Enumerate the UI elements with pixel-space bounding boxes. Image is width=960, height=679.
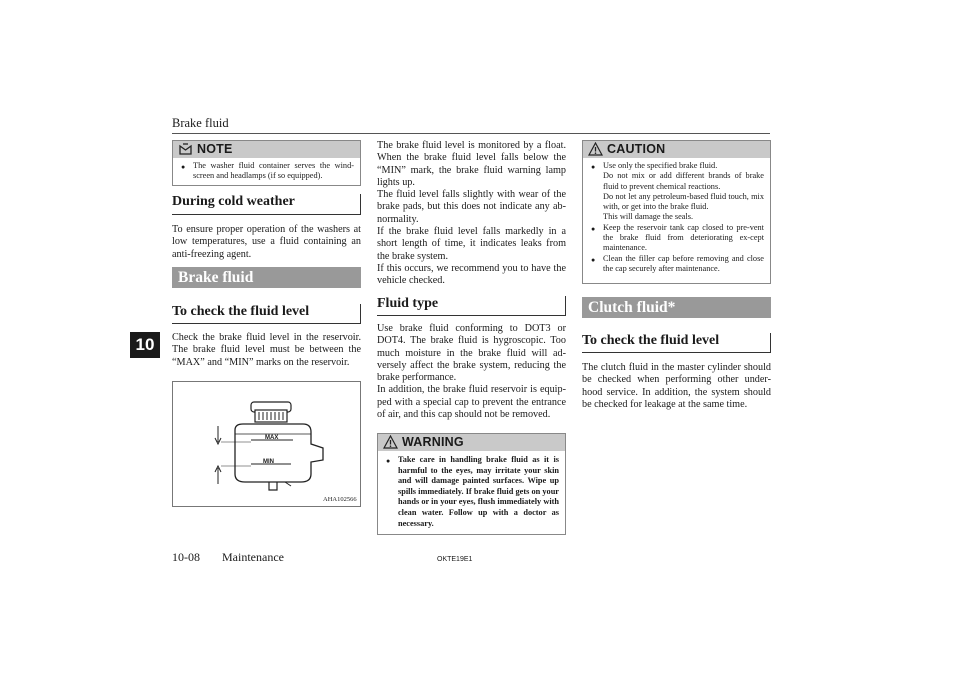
caution-header (583, 141, 770, 158)
clutch-text: The clutch fluid in the master cylinder should be checked when performing other under-hood service. In addition, the system should be checked for leakage at the same time. (582, 362, 771, 410)
clutch-fluid-section-bar: Clutch fluid* (582, 297, 771, 318)
caution-triangle-icon (588, 142, 603, 161)
fluid-type-text (377, 323, 566, 421)
fluid-type-paragraph: Use brake fluid conforming to DOT3 or DOT4. The brake fluid is hygroscopic. Too much moisture in the brake fluid will ad-versely affect the brake system, reducing the brake performance. (377, 323, 566, 384)
note-header (173, 141, 360, 158)
bullet-icon: ● (591, 224, 596, 233)
warning-item: ● Take care in handling brake fluid as it is harmful to the eyes, may irritate your skin and will damage painted surfaces. Wipe up spills immediately. If brake fluid gets on your hands or in your eyes, flush immediately with clean water. Follow up with a doctor as necessary. (386, 455, 559, 528)
reservoir-illustration (173, 382, 360, 506)
fluid-type-heading: Fluid type (377, 296, 439, 311)
heading-rule (172, 214, 361, 215)
check-fluid-text: Check the brake fluid level in the reservoir. The brake fluid level must be between the “MAX” and “MIN” marks on the reservoir. (172, 332, 361, 368)
caution-item: ● Keep the reservoir tank cap closed to pre-vent the brake fluid from deteriorating ex-cept maintenance. (591, 222, 764, 253)
cold-weather-heading: During cold weather (172, 194, 295, 209)
caution-title: CAUTION (607, 142, 666, 156)
running-header: Brake fluid (172, 116, 229, 130)
heading-rule-end (770, 333, 771, 352)
page-number: 10-08 (172, 550, 200, 564)
max-mark: MAX (265, 435, 279, 441)
reservoir-figure (172, 381, 361, 507)
header-rule (172, 133, 770, 134)
heading-rule-end (360, 304, 361, 323)
caution-box (582, 140, 771, 284)
heading-rule (172, 323, 361, 324)
warning-triangle-icon (383, 435, 398, 454)
bullet-icon: ● (386, 457, 391, 465)
check-fluid-heading: To check the fluid level (172, 304, 310, 319)
fluid-type-paragraph: In addition, the brake fluid reservoir is equip-ped with a special cap to prevent the entrance of air, and this cap should not be removed. (377, 384, 566, 421)
brake-fluid-section-bar: Brake fluid (172, 267, 361, 288)
note-item: ● The washer fluid container serves the wind-screen and headlamps (if so equipped). (181, 161, 354, 181)
warning-box (377, 433, 566, 535)
note-icon (178, 143, 193, 161)
clutch-check-heading: To check the fluid level (582, 333, 720, 348)
caution-item: ● Use only the specified brake fluid. Do not mix or add different brands of brake fluid to prevent chemical reactions. Do not let any petroleum-based fluid touch, mix with, or get into the brake fluid. This will damage the seals. (591, 161, 764, 222)
monitor-paragraph: If the brake fluid level falls markedly in a short length of time, it indicates leaks from the brake system. (377, 226, 566, 262)
chapter-name: Maintenance (222, 550, 284, 564)
heading-rule (377, 315, 566, 316)
cold-weather-text: To ensure proper operation of the washers at low temperatures, use a fluid containing an anti-freezing agent. (172, 224, 361, 260)
warning-title: WARNING (402, 435, 464, 449)
min-mark: MIN (263, 459, 274, 465)
heading-rule-end (565, 296, 566, 315)
heading-rule-end (360, 194, 361, 214)
monitor-text (377, 140, 566, 288)
monitor-paragraph: The brake fluid level is monitored by a float. When the brake fluid level falls below the “MIN” mark, the brake fluid warning lamp lights up. (377, 140, 566, 188)
monitor-paragraph: The fluid level falls slightly with wear of the brake pads, but this does not indicate any ab-normality. (377, 189, 566, 225)
chapter-tab: 10 (130, 332, 160, 358)
bullet-icon: ● (591, 255, 596, 264)
heading-rule (582, 352, 771, 353)
document-code: OKTE19E1 (437, 556, 473, 563)
monitor-paragraph: If this occurs, we recommend you to have the vehicle checked. (377, 262, 566, 287)
bullet-icon: ● (591, 163, 596, 171)
note-box (172, 140, 361, 186)
bullet-icon: ● (181, 163, 186, 171)
figure-code: AHA102566 (323, 496, 357, 503)
warning-header (378, 434, 565, 451)
note-title: NOTE (197, 142, 233, 156)
caution-item: ● Clean the filler cap before removing and close the cap securely after maintenance. (591, 253, 764, 273)
